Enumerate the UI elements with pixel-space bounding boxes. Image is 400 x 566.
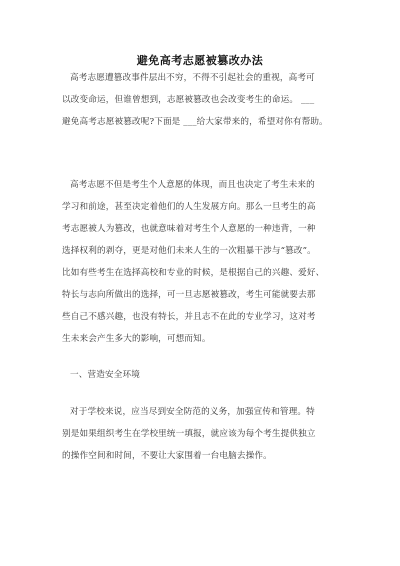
paragraph1-line-8: 生未来会产生多大的影响，可想而知。	[62, 334, 211, 344]
paragraph2-line-2: 别是如果组织考生在学校里统一填报，就应该为每个考生提供独立	[62, 429, 316, 439]
intro-line-1: 高考志愿遭篡改事件层出不穷，不得不引起社会的重视，高考可	[70, 73, 315, 83]
paragraph1-line-2: 学习和前途，甚至决定着他们的人生发展方向。那么一旦考生的高	[62, 202, 316, 212]
intro-line-3: 避免高考志愿被篡改呢?下面是 ___给大家带来的，希望对你有帮助。	[62, 117, 328, 127]
paragraph2-line-3: 的操作空间和时间，不要让大家围着一台电脑去操作。	[62, 451, 272, 461]
paragraph1-line-6: 特长与志向所做出的选择，可一旦志愿被篡改，考生可能就要去那	[62, 290, 316, 300]
section-heading: 一、营造安全环境	[70, 370, 140, 380]
paragraph2-line-1: 对于学校来说，应当尽到安全防范的义务，加强宣传和管理。特	[70, 407, 315, 417]
paragraph1-line-4: 选择权利的剥夺，更是对他们未来人生的一次粗暴干涉与“篡改”。	[62, 246, 316, 256]
paragraph1-line-1: 高考志愿不但是考生个人意愿的体现，而且也决定了考生未来的	[70, 180, 315, 190]
paragraph1-line-7: 些自己不感兴趣，也没有特长，并且志不在此的专业学习，这对考	[62, 312, 316, 322]
intro-line-2: 以改变命运，但谁曾想到，志愿被篡改也会改变考生的命运。 ___	[62, 95, 315, 105]
document-title: 避免高考志愿被篡改办法	[136, 54, 264, 67]
paragraph1-line-5: 比如有些考生在选择高校和专业的时候，是根据自己的兴趣、爱好、	[62, 268, 325, 278]
paragraph1-line-3: 考志愿被人为篡改，也就意味着对考生个人意愿的一种违背，一种	[62, 224, 316, 234]
